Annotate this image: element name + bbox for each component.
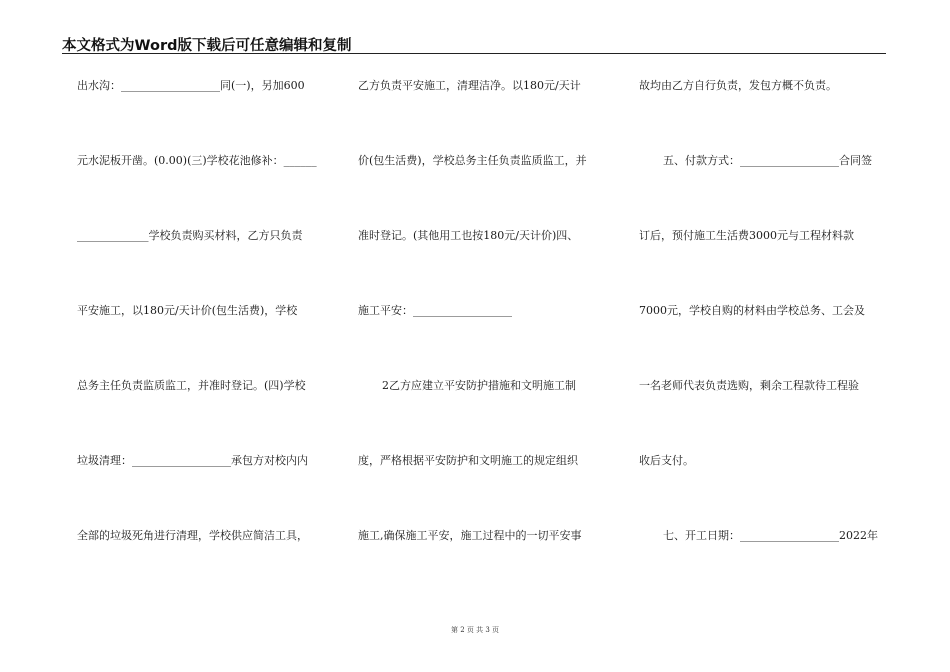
text-line: 价(包生活费)，学校总务主任负责监质监工，并 bbox=[358, 154, 587, 167]
text-line: 施工平安：__________________ bbox=[358, 304, 512, 317]
text-line: 收后支付。 bbox=[639, 454, 694, 467]
text-line: 元水泥板开凿。(0.00)(三)学校花池修补：______ bbox=[77, 154, 317, 167]
text-line: 订后，预付施工生活费3000元与工程材料款 bbox=[639, 229, 854, 242]
header-divider bbox=[62, 53, 886, 54]
text-line: 全部的垃圾死角进行清理，学校供应简洁工具， bbox=[77, 529, 308, 542]
text-line: 2乙方应建立平安防护措施和文明施工制 bbox=[382, 379, 576, 392]
text-line: 平安施工，以180元/天计价(包生活费)，学校 bbox=[77, 304, 298, 317]
text-column-2 bbox=[358, 78, 608, 603]
text-line: 垃圾清理：__________________承包方对校内内 bbox=[77, 454, 308, 467]
text-line: 7000元，学校自购的材料由学校总务、工会及 bbox=[639, 304, 865, 317]
text-line: 总务主任负责监质监工，并准时登记。(四)学校 bbox=[77, 379, 306, 392]
text-line: 五、付款方式：__________________合同签 bbox=[663, 154, 872, 167]
text-column-3 bbox=[639, 78, 889, 603]
text-line: 故均由乙方自行负责，发包方概不负责。 bbox=[639, 79, 837, 92]
text-line: 施工,确保施工平安，施工过程中的一切平安事 bbox=[358, 529, 582, 542]
text-line: 准时登记。(其他用工也按180元/天计价)四、 bbox=[358, 229, 579, 242]
text-line: _____________学校负责购买材料，乙方只负责 bbox=[77, 229, 303, 242]
text-column-1 bbox=[77, 78, 327, 603]
document-header-title: 本文格式为Word版下载后可任意编辑和复制 bbox=[62, 38, 352, 54]
text-line: 七、开工日期：__________________2022年 bbox=[663, 529, 878, 542]
page-number: 第 2 页 共 3 页 bbox=[450, 626, 500, 634]
text-line: 一名老师代表负责选购，剩余工程款待工程验 bbox=[639, 379, 859, 392]
text-line: 度，严格根据平安防护和文明施工的规定组织 bbox=[358, 454, 578, 467]
text-line: 出水沟：__________________同(一)，另加600 bbox=[77, 79, 305, 92]
text-line: 乙方负责平安施工，清理洁净。以180元/天计 bbox=[358, 79, 581, 92]
